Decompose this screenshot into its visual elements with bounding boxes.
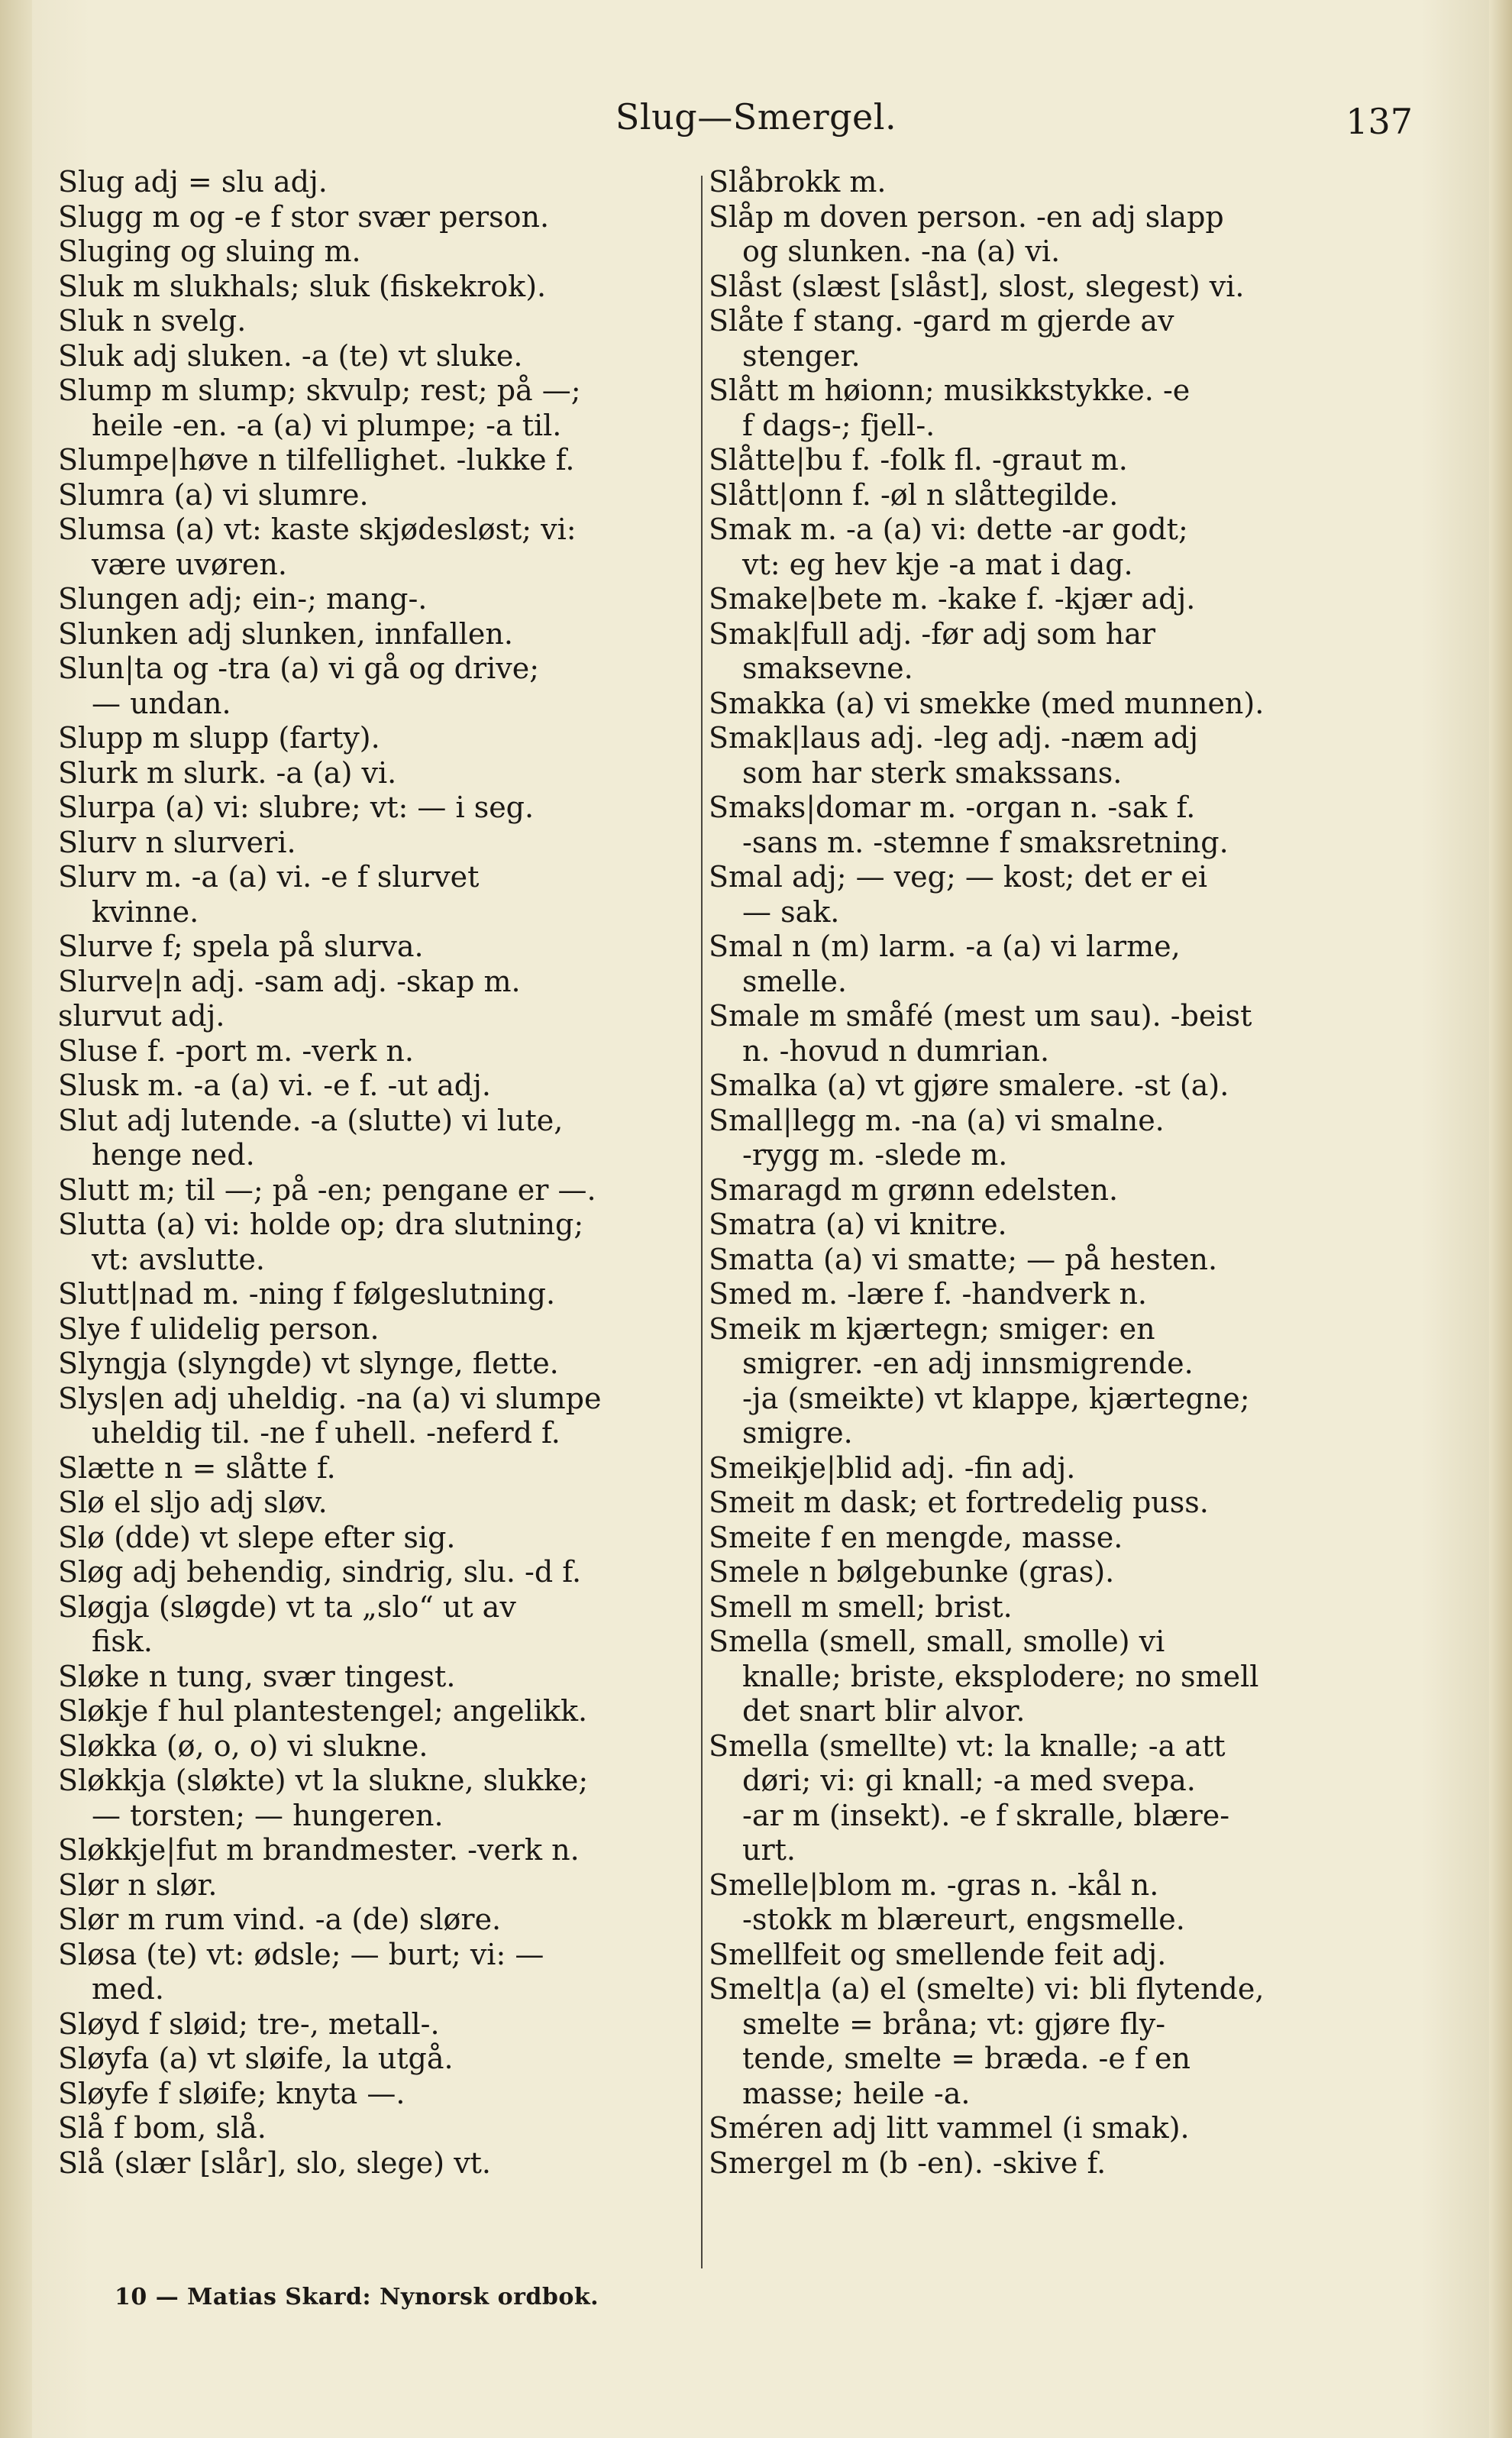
dictionary-line: Slurv n slurveri. xyxy=(58,825,296,859)
dictionary-line: Smell m smell; brist. xyxy=(709,1589,1013,1624)
dictionary-line: Slutta (a) vi: holde op; dra slutning; xyxy=(58,1208,584,1241)
dictionary-line: det snart blir alvor. xyxy=(742,1694,1026,1728)
dictionary-line: Smeikje|blid adj. -fin adj. xyxy=(709,1450,1076,1485)
dictionary-line: Sløkkje|fut m brandmester. -verk n. xyxy=(58,1833,580,1867)
dictionary-line: Sløke n tung, svær tingest. xyxy=(58,1659,456,1693)
dictionary-line: Slurv m. -a (a) vi. -e f slurvet xyxy=(58,860,480,894)
dictionary-line: — sak. xyxy=(742,894,840,929)
dictionary-line: knalle; briste, eksplodere; no smell xyxy=(742,1659,1259,1693)
dictionary-line: slurvut adj. xyxy=(58,999,225,1033)
dictionary-line: n. -hovud n dumrian. xyxy=(742,1033,1050,1068)
dictionary-line: henge ned. xyxy=(92,1138,255,1172)
dictionary-line: vt: eg hev kje -a mat i dag. xyxy=(742,547,1133,581)
dictionary-line: heile -en. -a (a) vi plumpe; -a til. xyxy=(92,408,562,442)
dictionary-line: Slå (slær [slår], slo, slege) vt. xyxy=(58,2145,492,2180)
dictionary-line: Smak|full adj. -før adj som har xyxy=(709,616,1156,651)
dictionary-line: Sluk adj sluken. -a (te) vt sluke. xyxy=(58,338,523,373)
dictionary-line: -rygg m. -slede m. xyxy=(742,1138,1008,1172)
dictionary-line: som har sterk smakssans. xyxy=(742,755,1123,790)
page-edge-left xyxy=(0,0,32,2438)
dictionary-line: Sløkje f hul plantestengel; angelikk. xyxy=(58,1694,588,1728)
dictionary-line: Slåtte|bu f. -folk fl. -graut m. xyxy=(709,443,1128,477)
dictionary-line: masse; heile -a. xyxy=(742,2076,971,2110)
dictionary-line: Slætte n = slåtte f. xyxy=(58,1450,336,1485)
dictionary-line: Slø el sljo adj sløv. xyxy=(58,1486,328,1519)
dictionary-line: Slør m rum vind. -a (de) sløre. xyxy=(58,1903,502,1936)
dictionary-line: med. xyxy=(92,1972,164,2006)
dictionary-line: Slusk m. -a (a) vi. -e f. -ut adj. xyxy=(58,1069,491,1102)
dictionary-line: Smeit m dask; et fortredelig puss. xyxy=(709,1486,1209,1519)
dictionary-line: Smellfeit og smellende feit adj. xyxy=(709,1937,1167,1971)
dictionary-line: Slurpa (a) vi: slubre; vt: — i seg. xyxy=(58,791,535,824)
dictionary-line: tende, smelte = bræda. -e f en xyxy=(742,2042,1191,2075)
dictionary-line: Smal|legg m. -na (a) vi smalne. xyxy=(709,1103,1165,1137)
dictionary-line: Smal adj; — veg; — kost; det er ei xyxy=(709,860,1208,894)
dictionary-line: Slun|ta og -tra (a) vi gå og drive; xyxy=(58,652,540,685)
dictionary-line: Smal n (m) larm. -a (a) vi larme, xyxy=(709,930,1181,963)
dictionary-line: Slupp m slupp (farty). xyxy=(58,721,380,755)
dictionary-line: Slå f bom, slå. xyxy=(58,2111,267,2145)
right-column xyxy=(709,165,1350,2281)
running-header xyxy=(0,89,1512,157)
dictionary-line: Smelle|blom m. -gras n. -kål n. xyxy=(709,1867,1159,1902)
dictionary-line: Sløgja (sløgde) vt ta „slo“ ut av xyxy=(58,1589,516,1624)
dictionary-line: og slunken. -na (a) vi. xyxy=(742,234,1061,268)
dictionary-line: Smakka (a) vi smekke (med munnen). xyxy=(709,686,1265,720)
dictionary-line: Smaragd m grønn edelsten. xyxy=(709,1172,1119,1207)
dictionary-line: Slø (dde) vt slepe efter sig. xyxy=(58,1520,456,1554)
dictionary-line: — undan. xyxy=(92,686,231,720)
running-head-title: Slug—Smergel. xyxy=(615,96,897,137)
dictionary-line: Slør n slør. xyxy=(58,1867,218,1902)
dictionary-line: Smed m. -lære f. -handverk n. xyxy=(709,1277,1148,1311)
dictionary-line: smelle. xyxy=(742,964,847,998)
dictionary-line: -stokk m blæreurt, engsmelle. xyxy=(742,1903,1185,1936)
dictionary-line: Smeite f en mengde, masse. xyxy=(709,1520,1123,1554)
dictionary-line: Sløsa (te) vt: ødsle; — burt; vi: — xyxy=(58,1937,544,1971)
dictionary-line: stenger. xyxy=(742,338,861,373)
dictionary-line: -ja (smeikte) vt klappe, kjærtegne; xyxy=(742,1381,1250,1415)
dictionary-line: Slumra (a) vi slumre. xyxy=(58,477,369,512)
dictionary-line: Smelt|a (a) el (smelte) vi: bli flytende, xyxy=(709,1972,1265,2006)
dictionary-line: Slutt|nad m. -ning f følgeslutning. xyxy=(58,1277,556,1311)
dictionary-line: Sløkkja (sløkte) vt la slukne, slukke; xyxy=(58,1764,589,1797)
dictionary-line: Slåte f stang. -gard m gjerde av xyxy=(709,304,1174,338)
dictionary-line: smigrer. -en adj innsmigrende. xyxy=(742,1347,1194,1380)
dictionary-line: Slyngja (slyngde) vt slynge, flette. xyxy=(58,1347,559,1380)
dictionary-line: Slurk m slurk. -a (a) vi. xyxy=(58,755,397,790)
page-number: 137 xyxy=(1346,101,1413,142)
dictionary-line: Slåst (slæst [slåst], slost, slegest) vi. xyxy=(709,269,1245,303)
dictionary-line: Slut adj lutende. -a (slutte) vi lute, xyxy=(58,1103,564,1137)
dictionary-line: Smeik m kjærtegn; smiger: en xyxy=(709,1311,1155,1346)
dictionary-line: urt. xyxy=(742,1833,796,1867)
dictionary-line: Smatra (a) vi knitre. xyxy=(709,1208,1007,1241)
dictionary-line: uheldig til. -ne f uhell. -neferd f. xyxy=(92,1416,561,1450)
dictionary-line: Slumsa (a) vt: kaste skjødesløst; vi: xyxy=(58,512,577,546)
dictionary-line: Sløg adj behendig, sindrig, slu. -d f. xyxy=(58,1555,582,1589)
dictionary-line: smelte = bråna; vt: gjøre fly- xyxy=(742,2006,1166,2041)
dictionary-line: smaksevne. xyxy=(742,652,913,685)
dictionary-line: Slys|en adj uheldig. -na (a) vi slumpe xyxy=(58,1381,602,1415)
dictionary-line: døri; vi: gi knall; -a med svepa. xyxy=(742,1764,1196,1797)
left-column xyxy=(58,165,695,2281)
dictionary-line: Smake|bete m. -kake f. -kjær adj. xyxy=(709,582,1196,616)
dictionary-line: Sløyd f sløid; tre-, metall-. xyxy=(58,2006,440,2041)
dictionary-line: Slutt m; til —; på -en; pengane er —. xyxy=(58,1172,596,1207)
dictionary-line: Smalka (a) vt gjøre smalere. -st (a). xyxy=(709,1069,1229,1102)
dictionary-line: f dags-; fjell-. xyxy=(742,408,935,442)
dictionary-line: Sluse f. -port m. -verk n. xyxy=(58,1033,414,1068)
dictionary-line: Slye f ulidelig person. xyxy=(58,1311,380,1346)
dictionary-line: -sans m. -stemne f smaksretning. xyxy=(742,825,1229,859)
dictionary-line: Slåbrokk m. xyxy=(709,165,887,199)
dictionary-line: være uvøren. xyxy=(92,547,287,581)
dictionary-line: Sløyfe f sløife; knyta —. xyxy=(58,2076,405,2110)
dictionary-line: Slått m høionn; musikkstykke. -e xyxy=(709,373,1191,407)
dictionary-line: Slurve|n adj. -sam adj. -skap m. xyxy=(58,964,521,998)
dictionary-line: Sluging og sluing m. xyxy=(58,234,361,268)
dictionary-line: Smele n bølgebunke (gras). xyxy=(709,1555,1115,1589)
dictionary-line: Sløkka (ø, o, o) vi slukne. xyxy=(58,1728,428,1763)
dictionary-line: — torsten; — hungeren. xyxy=(92,1798,444,1832)
dictionary-line: Slurve f; spela på slurva. xyxy=(58,930,424,963)
dictionary-line: Smella (smell, small, smolle) vi xyxy=(709,1625,1165,1658)
dictionary-line: Smatta (a) vi smatte; — på hesten. xyxy=(709,1242,1218,1276)
dictionary-line: Slumpe|høve n tilfellighet. -lukke f. xyxy=(58,443,575,477)
dictionary-line: Sløyfa (a) vt sløife, la utgå. xyxy=(58,2042,454,2075)
dictionary-line: fisk. xyxy=(92,1625,153,1658)
page-footer: 10 — Matias Skard: Nynorsk ordbok. xyxy=(115,2284,599,2310)
dictionary-line: Slump m slump; skvulp; rest; på —; xyxy=(58,373,581,407)
dictionary-line: Smak m. -a (a) vi: dette -ar godt; xyxy=(709,512,1188,546)
dictionary-line: Smaks|domar m. -organ n. -sak f. xyxy=(709,791,1196,824)
dictionary-line: Sluk n svelg. xyxy=(58,304,247,338)
column-divider xyxy=(701,176,703,2268)
dictionary-line: Smak|laus adj. -leg adj. -næm adj xyxy=(709,721,1199,755)
dictionary-line: Sméren adj litt vammel (i smak). xyxy=(709,2111,1190,2145)
dictionary-line: smigre. xyxy=(742,1416,853,1450)
dictionary-line: Slått|onn f. -øl n slåttegilde. xyxy=(709,477,1119,512)
dictionary-line: Slunken adj slunken, innfallen. xyxy=(58,616,513,651)
dictionary-line: -ar m (insekt). -e f skralle, blære- xyxy=(742,1798,1230,1832)
page-edge-right xyxy=(1489,0,1512,2438)
dictionary-line: Slåp m doven person. -en adj slapp xyxy=(709,199,1224,234)
dictionary-line: Smella (smellte) vt: la knalle; -a att xyxy=(709,1728,1226,1763)
dictionary-line: kvinne. xyxy=(92,894,199,929)
dictionary-line: vt: avslutte. xyxy=(92,1242,265,1276)
dictionary-line: Slugg m og -e f stor svær person. xyxy=(58,199,550,234)
dictionary-line: Smale m småfé (mest um sau). -beist xyxy=(709,999,1252,1033)
dictionary-line: Slug adj = slu adj. xyxy=(58,165,328,199)
dictionary-line: Smergel m (b -en). -skive f. xyxy=(709,2145,1107,2180)
dictionary-line: Slungen adj; ein-; mang-. xyxy=(58,582,428,616)
dictionary-line: Sluk m slukhals; sluk (fiskekrok). xyxy=(58,269,547,303)
